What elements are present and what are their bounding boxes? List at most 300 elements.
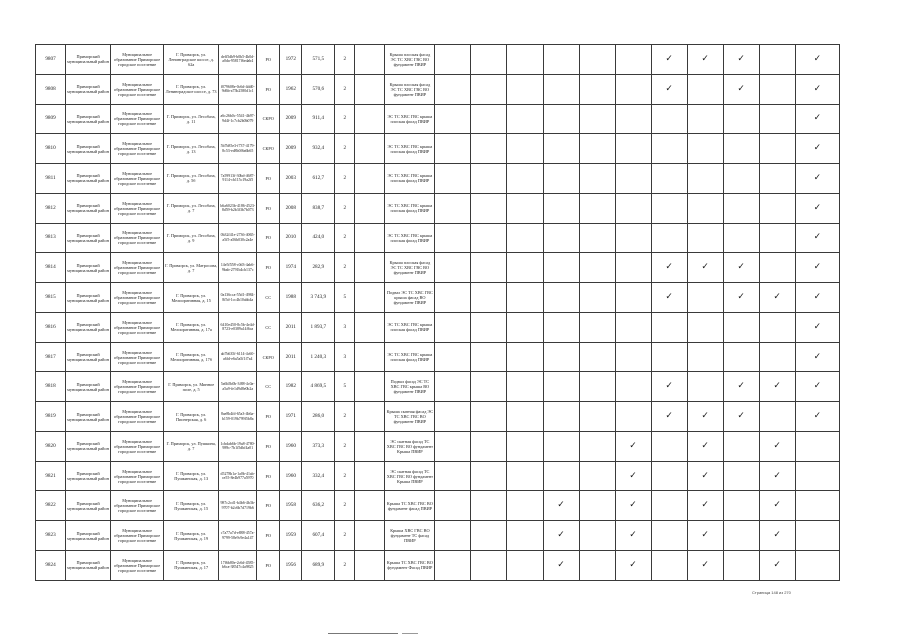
settlement-cell: Муниципальное образование Приморское городское поселение	[111, 45, 164, 75]
check-cell	[543, 551, 579, 581]
ownership-form-cell: РО	[257, 521, 280, 551]
check-cell	[435, 312, 471, 342]
table-row	[36, 431, 840, 461]
type-cell: 2	[335, 402, 355, 432]
checkmark-icon: ✓	[629, 470, 637, 481]
check-cell	[759, 223, 795, 253]
settlement-cell: Муниципальное образование Приморское городское поселение	[111, 74, 164, 104]
check-cell	[759, 312, 795, 342]
check-cell	[759, 461, 795, 491]
table-row	[36, 402, 840, 432]
checkmark-icon: ✓	[737, 292, 745, 302]
build-year-cell: 2008	[280, 193, 302, 223]
checkmark-icon: ✓	[701, 559, 709, 570]
blank-cell-cell	[355, 45, 385, 75]
works-list-cell: ЭС ТС ХВС ГВС крыша плоская фасад ПВИР	[385, 164, 435, 194]
blank-cell-cell	[355, 551, 385, 581]
check-cell	[435, 74, 471, 104]
check-cell	[579, 372, 615, 402]
address-cell: Г. Приморск, ул. Пушкинская, д. 17	[164, 551, 219, 581]
fias-code-cell: 17f6b80e-2c6d-4585-b6ca-38547c4a9825	[219, 551, 257, 581]
blank-cell-cell	[355, 134, 385, 164]
blank-cell-cell	[355, 164, 385, 194]
build-year-cell: 2009	[280, 134, 302, 164]
blank-cell-cell	[355, 104, 385, 134]
check-cell	[543, 312, 579, 342]
check-cell	[723, 431, 759, 461]
blank-cell-cell	[355, 372, 385, 402]
check-cell	[651, 74, 687, 104]
check-cell	[507, 134, 543, 164]
build-year-cell: 2011	[280, 312, 302, 342]
area-cell: 282,9	[302, 253, 335, 283]
row-id-cell: 9821	[36, 461, 66, 491]
check-cell	[687, 431, 723, 461]
checkmark-icon: ✓	[737, 83, 745, 94]
check-cell	[543, 45, 579, 75]
check-cell	[615, 283, 651, 313]
check-cell	[795, 491, 839, 521]
check-cell	[579, 134, 615, 164]
check-cell	[435, 491, 471, 521]
check-cell	[507, 402, 543, 432]
ownership-form-cell: СКРО	[257, 104, 280, 134]
check-cell	[507, 193, 543, 223]
settlement-cell: Муниципальное образование Приморское городское поселение	[111, 402, 164, 432]
check-cell	[651, 104, 687, 134]
type-cell: 2	[335, 164, 355, 194]
check-cell	[687, 283, 723, 313]
fias-code-cell: 0a136cca-55d1-4984-8f5d-1cc4b10abb4a	[219, 283, 257, 313]
check-cell	[759, 431, 795, 461]
ownership-form-cell: РО	[257, 223, 280, 253]
check-cell	[579, 461, 615, 491]
row-id-cell: 9819	[36, 402, 66, 432]
fias-code-cell: b6a6023b-4186-4523-8d59-b2b3f3b7b073	[219, 193, 257, 223]
check-cell	[471, 342, 507, 372]
address-cell: Г. Приморск, ул. Лесобаза, д. 9	[164, 223, 219, 253]
check-cell	[579, 551, 615, 581]
fias-code-cell: 8ae8b4fd-65a3-4b6a-b159-019b799f5b8a	[219, 402, 257, 432]
check-cell	[471, 193, 507, 223]
table-row	[36, 283, 840, 313]
check-cell	[795, 372, 839, 402]
district-cell: Приморский муниципальный район	[66, 223, 111, 253]
ownership-form-cell: РО	[257, 491, 280, 521]
checkmark-icon: ✓	[813, 411, 822, 422]
check-cell	[507, 372, 543, 402]
row-id-cell: 9815	[36, 283, 66, 313]
table-row	[36, 164, 840, 194]
blank-cell-cell	[355, 461, 385, 491]
build-year-cell: 2009	[280, 104, 302, 134]
blank-cell-cell	[355, 193, 385, 223]
row-id-cell: 9812	[36, 193, 66, 223]
blank-cell-cell	[355, 491, 385, 521]
check-cell	[507, 164, 543, 194]
fias-code-cell: deff5db9-b0b5-4b0d-a0da-95817f6edab4	[219, 45, 257, 75]
checkmark-icon: ✓	[665, 83, 673, 94]
check-cell	[687, 104, 723, 134]
blank-cell-cell	[355, 342, 385, 372]
type-cell: 5	[335, 283, 355, 313]
district-cell: Приморский муниципальный район	[66, 461, 111, 491]
address-cell: Г. Приморск, ул. Пионерская, д. 6	[164, 402, 219, 432]
check-cell	[543, 491, 579, 521]
check-cell	[759, 253, 795, 283]
build-year-cell: 2003	[280, 164, 302, 194]
check-cell	[579, 312, 615, 342]
checkmark-icon: ✓	[557, 559, 565, 570]
district-cell: Приморский муниципальный район	[66, 104, 111, 134]
check-cell	[543, 431, 579, 461]
area-cell: 286,0	[302, 402, 335, 432]
checkmark-icon: ✓	[629, 440, 637, 451]
check-cell	[507, 431, 543, 461]
table-row	[36, 223, 840, 253]
ownership-form-cell: РО	[257, 45, 280, 75]
check-cell	[723, 312, 759, 342]
check-cell	[543, 193, 579, 223]
check-cell	[471, 134, 507, 164]
table-row	[36, 312, 840, 342]
check-cell	[471, 74, 507, 104]
check-cell	[615, 461, 651, 491]
check-cell	[723, 134, 759, 164]
ownership-form-cell: СКРО	[257, 342, 280, 372]
checkmark-icon: ✓	[813, 321, 822, 332]
check-cell	[615, 342, 651, 372]
district-cell: Приморский муниципальный район	[66, 431, 111, 461]
ownership-form-cell: РО	[257, 461, 280, 491]
checkmark-icon: ✓	[701, 53, 709, 64]
row-id-cell: 9822	[36, 491, 66, 521]
check-cell	[435, 431, 471, 461]
check-cell	[579, 223, 615, 253]
check-cell	[579, 104, 615, 134]
check-cell	[435, 134, 471, 164]
check-cell	[507, 342, 543, 372]
works-list-cell: ЭС ТС ХВС ГВС крыша плоская фасад ПВИР	[385, 342, 435, 372]
check-cell	[687, 223, 723, 253]
check-cell	[795, 74, 839, 104]
table-row	[36, 342, 840, 372]
area-cell: 607,4	[302, 521, 335, 551]
table-row	[36, 74, 840, 104]
ownership-form-cell: РО	[257, 74, 280, 104]
address-cell: Г. Приморск, ул. Пушкинская, д. 15	[164, 491, 219, 521]
fias-code-cell: f079608e-0c6d-4dd0-9d6b-a75b2580d1c1	[219, 74, 257, 104]
check-cell	[759, 521, 795, 551]
check-cell	[507, 45, 543, 75]
check-cell	[795, 521, 839, 551]
check-cell	[795, 402, 839, 432]
check-cell	[507, 253, 543, 283]
settlement-cell: Муниципальное образование Приморское городское поселение	[111, 521, 164, 551]
address-cell: Г. Приморск, ул. Лесобаза, д. 5б	[164, 164, 219, 194]
check-cell	[651, 253, 687, 283]
address-cell: Г. Приморск, ул. Лесобаза, д. 11	[164, 104, 219, 134]
build-year-cell: 1974	[280, 253, 302, 283]
check-cell	[723, 193, 759, 223]
check-cell	[579, 74, 615, 104]
works-list-cell: ЭС ТС ХВС ГВС крыша плоская фасад ПВИР	[385, 104, 435, 134]
check-cell	[435, 461, 471, 491]
settlement-cell: Муниципальное образование Приморское городское поселение	[111, 551, 164, 581]
works-list-cell: ЭС ТС ХВС ГВС крыша плоская фасад ПВИР	[385, 134, 435, 164]
district-cell: Приморский муниципальный район	[66, 134, 111, 164]
works-list-cell: ЭС скатная фасад ТС ХВС ГВС ВО фундамент Крыша ПВИР	[385, 431, 435, 461]
build-year-cell: 2011	[280, 342, 302, 372]
works-list-cell: Крыша плоская фасад ЭС ТС ХВС ГВС ВО фундамент ПВИР	[385, 253, 435, 283]
row-id-cell: 9820	[36, 431, 66, 461]
build-year-cell: 1962	[280, 74, 302, 104]
checkmark-icon: ✓	[813, 202, 822, 213]
check-cell	[471, 402, 507, 432]
check-cell	[543, 342, 579, 372]
check-cell	[471, 312, 507, 342]
check-cell	[687, 312, 723, 342]
works-list-cell: Подвал фасад ЭС ТС ХВС ГВС крыша ВО фундамент ПВИР	[385, 372, 435, 402]
check-cell	[723, 253, 759, 283]
fias-code-cell: 987c2cd1-b4b6-4b3b-9707-b2c6b7d719b6	[219, 491, 257, 521]
check-cell	[471, 521, 507, 551]
checkmark-icon: ✓	[629, 559, 637, 570]
district-cell: Приморский муниципальный район	[66, 74, 111, 104]
check-cell	[579, 283, 615, 313]
check-cell	[759, 283, 795, 313]
check-cell	[795, 312, 839, 342]
ownership-form-cell: РО	[257, 551, 280, 581]
settlement-cell: Муниципальное образование Приморское городское поселение	[111, 372, 164, 402]
check-cell	[543, 521, 579, 551]
settlement-cell: Муниципальное образование Приморское городское поселение	[111, 461, 164, 491]
checkmark-icon: ✓	[629, 530, 637, 541]
check-cell	[687, 134, 723, 164]
checkmark-icon: ✓	[701, 470, 709, 481]
check-cell	[687, 461, 723, 491]
check-cell	[759, 134, 795, 164]
checkmark-icon: ✓	[773, 292, 781, 302]
settlement-cell: Муниципальное образование Приморское городское поселение	[111, 223, 164, 253]
type-cell: 2	[335, 104, 355, 134]
works-list-cell: Крыша плоская фасад ЭС ТС ХВС ГВС ВО фундамент ПВИР	[385, 45, 435, 75]
area-cell: 1 240,3	[302, 342, 335, 372]
checkmark-icon: ✓	[701, 440, 709, 451]
check-cell	[471, 104, 507, 134]
table-row	[36, 521, 840, 551]
scan-artifact-line	[402, 633, 418, 634]
check-cell	[795, 551, 839, 581]
check-cell	[651, 491, 687, 521]
check-cell	[687, 74, 723, 104]
check-cell	[507, 74, 543, 104]
check-cell	[507, 104, 543, 134]
checkmark-icon: ✓	[813, 53, 822, 64]
check-cell	[651, 134, 687, 164]
ownership-form-cell: СС	[257, 372, 280, 402]
district-cell: Приморский муниципальный район	[66, 521, 111, 551]
checkmark-icon: ✓	[557, 500, 565, 511]
settlement-cell: Муниципальное образование Приморское городское поселение	[111, 491, 164, 521]
check-cell	[723, 402, 759, 432]
district-cell: Приморский муниципальный район	[66, 45, 111, 75]
checkmark-icon: ✓	[665, 292, 673, 302]
check-cell	[615, 223, 651, 253]
check-cell	[759, 372, 795, 402]
check-cell	[759, 104, 795, 134]
page-number: Страница 148 из 270	[752, 590, 791, 595]
check-cell	[723, 372, 759, 402]
check-cell	[579, 342, 615, 372]
checkmark-icon: ✓	[773, 381, 781, 392]
settlement-cell: Муниципальное образование Приморское городское поселение	[111, 342, 164, 372]
works-list-cell: ЭС ТС ХВС ГВС крыша плоская фасад ПВИР	[385, 312, 435, 342]
fias-code-cell: 5a6b5b0b-3f88-4c0a-a5a9-fe1d9d8e0b2a	[219, 372, 257, 402]
ownership-form-cell: СКРО	[257, 134, 280, 164]
ownership-form-cell: РО	[257, 431, 280, 461]
fias-code-cell: 5b7b85e3-f737-4179-8c53-ed8b0f6a6b65	[219, 134, 257, 164]
area-cell: 571,5	[302, 45, 335, 75]
check-cell	[759, 402, 795, 432]
table-row	[36, 45, 840, 75]
address-cell: Г. Приморск, ул. Ленинградское шоссе, д. 62а	[164, 45, 219, 75]
checkmark-icon: ✓	[813, 83, 822, 94]
area-cell: 424,0	[302, 223, 335, 253]
check-cell	[435, 193, 471, 223]
check-cell	[795, 45, 839, 75]
check-cell	[471, 223, 507, 253]
type-cell: 2	[335, 45, 355, 75]
area-cell: 932,4	[302, 134, 335, 164]
blank-cell-cell	[355, 402, 385, 432]
fias-code-cell: ab7b635f-6114-4c60-a6fd-e6a5a5f1f7a4	[219, 342, 257, 372]
check-cell	[759, 551, 795, 581]
build-year-cell: 2010	[280, 223, 302, 253]
fias-code-cell: a6c26b0c-5541-4b97-9d4f-1c7cb2b0b079	[219, 104, 257, 134]
check-cell	[759, 74, 795, 104]
check-cell	[723, 342, 759, 372]
checkmark-icon: ✓	[813, 351, 822, 362]
check-cell	[435, 164, 471, 194]
blank-cell-cell	[355, 283, 385, 313]
blank-cell-cell	[355, 312, 385, 342]
works-list-cell: Крыша ХВС ГВС ВО фундамент ТС фасад ПВИР	[385, 521, 435, 551]
blank-cell-cell	[355, 74, 385, 104]
check-cell	[723, 551, 759, 581]
type-cell: 3	[335, 312, 355, 342]
check-cell	[435, 283, 471, 313]
table-row	[36, 193, 840, 223]
checkmark-icon: ✓	[629, 500, 637, 511]
check-cell	[759, 342, 795, 372]
check-cell	[543, 223, 579, 253]
type-cell: 2	[335, 223, 355, 253]
check-cell	[507, 283, 543, 313]
check-cell	[723, 164, 759, 194]
check-cell	[651, 521, 687, 551]
check-cell	[759, 193, 795, 223]
area-cell: 570,6	[302, 74, 335, 104]
check-cell	[687, 253, 723, 283]
check-cell	[579, 45, 615, 75]
check-cell	[579, 193, 615, 223]
district-cell: Приморский муниципальный район	[66, 491, 111, 521]
check-cell	[615, 74, 651, 104]
table-row	[36, 461, 840, 491]
area-cell: 373,3	[302, 431, 335, 461]
check-cell	[435, 223, 471, 253]
area-cell: 911,4	[302, 104, 335, 134]
check-cell	[651, 312, 687, 342]
district-cell: Приморский муниципальный район	[66, 164, 111, 194]
check-cell	[507, 491, 543, 521]
check-cell	[543, 402, 579, 432]
check-cell	[435, 45, 471, 75]
district-cell: Приморский муниципальный район	[66, 551, 111, 581]
checkmark-icon: ✓	[557, 530, 565, 541]
checkmark-icon: ✓	[665, 381, 673, 392]
ownership-form-cell: СС	[257, 283, 280, 313]
type-cell: 2	[335, 551, 355, 581]
address-cell: Г. Приморск, ул. Лесобаза, д. 7	[164, 193, 219, 223]
check-cell	[795, 431, 839, 461]
check-cell	[795, 253, 839, 283]
row-id-cell: 9808	[36, 74, 66, 104]
check-cell	[795, 104, 839, 134]
check-cell	[615, 45, 651, 75]
check-cell	[795, 342, 839, 372]
check-cell	[795, 283, 839, 313]
table-row	[36, 372, 840, 402]
check-cell	[543, 372, 579, 402]
row-id-cell: 9818	[36, 372, 66, 402]
checkmark-icon: ✓	[701, 262, 709, 273]
check-cell	[579, 431, 615, 461]
check-cell	[651, 372, 687, 402]
row-id-cell: 9809	[36, 104, 66, 134]
check-cell	[651, 461, 687, 491]
area-cell: 636,2	[302, 491, 335, 521]
fias-code-cell: 7a59913f-30bd-4687-9114-cb115c19a2f5	[219, 164, 257, 194]
type-cell: 2	[335, 134, 355, 164]
works-list-cell: ЭС ТС ХВС ГВС крыша плоская фасад ПВИР	[385, 223, 435, 253]
check-cell	[651, 164, 687, 194]
checkmark-icon: ✓	[813, 262, 822, 273]
type-cell: 3	[335, 342, 355, 372]
check-cell	[579, 164, 615, 194]
build-year-cell: 1971	[280, 402, 302, 432]
build-year-cell: 1960	[280, 431, 302, 461]
check-cell	[723, 283, 759, 313]
settlement-cell: Муниципальное образование Приморское городское поселение	[111, 431, 164, 461]
area-cell: 3 743,9	[302, 283, 335, 313]
checkmark-icon: ✓	[665, 262, 673, 273]
checkmark-icon: ✓	[773, 470, 781, 481]
check-cell	[723, 461, 759, 491]
checkmark-icon: ✓	[813, 113, 822, 124]
check-cell	[543, 461, 579, 491]
checkmark-icon: ✓	[813, 292, 822, 302]
checkmark-icon: ✓	[813, 143, 822, 154]
district-cell: Приморский муниципальный район	[66, 283, 111, 313]
check-cell	[507, 551, 543, 581]
checkmark-icon: ✓	[773, 530, 781, 541]
check-cell	[435, 372, 471, 402]
type-cell: 5	[335, 372, 355, 402]
fias-code-cell: 14e5f558-c0d3-4ab6-9bab-2791b4cb137c	[219, 253, 257, 283]
address-cell: Г. Приморск, ул. Мелиоративная, д. 17а	[164, 312, 219, 342]
